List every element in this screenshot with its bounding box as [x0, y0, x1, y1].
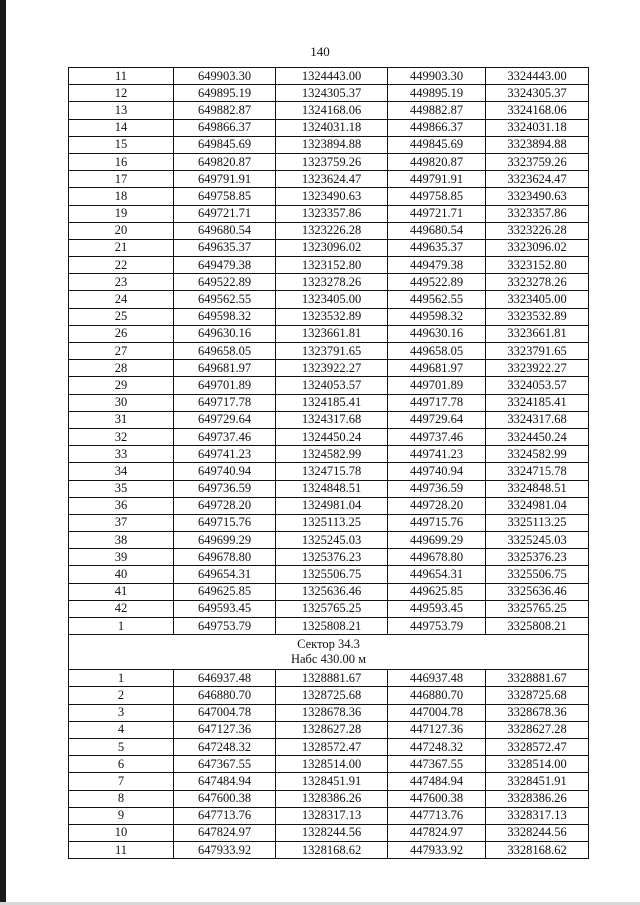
y-local-cell: 3323624.47 — [486, 171, 589, 188]
x-coord-cell: 649658.05 — [174, 343, 276, 360]
point-number-cell: 35 — [69, 480, 174, 497]
point-number-cell: 31 — [69, 411, 174, 428]
x-local-cell: 446880.70 — [388, 687, 486, 704]
point-number-cell: 32 — [69, 428, 174, 445]
table-row — [69, 583, 589, 600]
y-local-cell: 3324715.78 — [486, 463, 589, 480]
y-coord-cell: 1324185.41 — [276, 394, 388, 411]
y-coord-cell: 1324981.04 — [276, 497, 388, 514]
x-local-cell: 449715.76 — [388, 514, 486, 531]
x-local-cell: 447367.55 — [388, 756, 486, 773]
y-local-cell: 3323405.00 — [486, 291, 589, 308]
y-local-cell: 3325376.23 — [486, 549, 589, 566]
point-number-cell: 24 — [69, 291, 174, 308]
x-local-cell: 449903.30 — [388, 68, 486, 85]
page-number: 140 — [310, 44, 330, 59]
y-local-cell: 3323894.88 — [486, 136, 589, 153]
table-row — [69, 68, 589, 85]
y-local-cell: 3324305.37 — [486, 85, 589, 102]
y-local-cell: 3323759.26 — [486, 153, 589, 170]
x-local-cell: 446937.48 — [388, 670, 486, 687]
table-row — [69, 119, 589, 136]
x-coord-cell: 649717.78 — [174, 394, 276, 411]
x-coord-cell: 649715.76 — [174, 514, 276, 531]
y-local-cell: 3324031.18 — [486, 119, 589, 136]
y-local-cell: 3328678.36 — [486, 704, 589, 721]
x-local-cell: 449895.19 — [388, 85, 486, 102]
x-coord-cell: 649758.85 — [174, 188, 276, 205]
y-coord-cell: 1323759.26 — [276, 153, 388, 170]
y-coord-cell: 1323490.63 — [276, 188, 388, 205]
y-coord-cell: 1328244.56 — [276, 824, 388, 841]
y-coord-cell: 1324317.68 — [276, 411, 388, 428]
table-row — [69, 463, 589, 480]
point-number-cell: 37 — [69, 514, 174, 531]
point-number-cell: 8 — [69, 790, 174, 807]
y-local-cell: 3325808.21 — [486, 618, 589, 635]
x-coord-cell: 649625.85 — [174, 583, 276, 600]
point-number-cell: 16 — [69, 153, 174, 170]
point-number-cell: 41 — [69, 583, 174, 600]
x-local-cell: 449791.91 — [388, 171, 486, 188]
point-number-cell: 29 — [69, 377, 174, 394]
x-coord-cell: 646880.70 — [174, 687, 276, 704]
table-row — [69, 790, 589, 807]
table-row — [69, 274, 589, 291]
y-coord-cell: 1323661.81 — [276, 325, 388, 342]
x-coord-cell: 649845.69 — [174, 136, 276, 153]
x-local-cell: 449681.97 — [388, 360, 486, 377]
x-coord-cell: 647484.94 — [174, 773, 276, 790]
sector-title: Сектор 34.3 — [297, 637, 360, 652]
table-row — [69, 188, 589, 205]
y-local-cell: 3324582.99 — [486, 446, 589, 463]
point-number-cell: 6 — [69, 756, 174, 773]
table-row — [69, 239, 589, 256]
table-row — [69, 600, 589, 617]
x-coord-cell: 649903.30 — [174, 68, 276, 85]
x-local-cell: 449680.54 — [388, 222, 486, 239]
y-local-cell: 3328514.00 — [486, 756, 589, 773]
y-coord-cell: 1324450.24 — [276, 428, 388, 445]
x-local-cell: 449741.23 — [388, 446, 486, 463]
table-row — [69, 497, 589, 514]
x-coord-cell: 647600.38 — [174, 790, 276, 807]
y-local-cell: 3324185.41 — [486, 394, 589, 411]
table-row — [69, 222, 589, 239]
x-local-cell: 449699.29 — [388, 532, 486, 549]
table-row — [69, 824, 589, 841]
y-coord-cell: 1325245.03 — [276, 532, 388, 549]
x-coord-cell: 649866.37 — [174, 119, 276, 136]
x-coord-cell: 647004.78 — [174, 704, 276, 721]
y-coord-cell: 1323405.00 — [276, 291, 388, 308]
x-coord-cell: 649791.91 — [174, 171, 276, 188]
table-row — [69, 85, 589, 102]
y-coord-cell: 1324168.06 — [276, 102, 388, 119]
table-row — [69, 428, 589, 445]
y-local-cell: 3324981.04 — [486, 497, 589, 514]
sector-header-body — [69, 635, 589, 670]
table-row — [69, 738, 589, 755]
x-coord-cell: 647933.92 — [174, 842, 276, 859]
y-local-cell: 3323490.63 — [486, 188, 589, 205]
table-row — [69, 394, 589, 411]
y-coord-cell: 1328451.91 — [276, 773, 388, 790]
y-coord-cell: 1325376.23 — [276, 549, 388, 566]
point-number-cell: 1 — [69, 670, 174, 687]
table-row — [69, 670, 589, 687]
point-number-cell: 3 — [69, 704, 174, 721]
point-number-cell: 27 — [69, 343, 174, 360]
table-row — [69, 377, 589, 394]
y-coord-cell: 1324582.99 — [276, 446, 388, 463]
point-number-cell: 15 — [69, 136, 174, 153]
y-local-cell: 3325113.25 — [486, 514, 589, 531]
table-row — [69, 480, 589, 497]
point-number-cell: 34 — [69, 463, 174, 480]
x-coord-cell: 649721.71 — [174, 205, 276, 222]
y-local-cell: 3328386.26 — [486, 790, 589, 807]
y-coord-cell: 1323922.27 — [276, 360, 388, 377]
x-local-cell: 447127.36 — [388, 721, 486, 738]
x-coord-cell: 649882.87 — [174, 102, 276, 119]
point-number-cell: 22 — [69, 257, 174, 274]
x-local-cell: 449736.59 — [388, 480, 486, 497]
point-number-cell: 13 — [69, 102, 174, 119]
x-local-cell: 447248.32 — [388, 738, 486, 755]
x-coord-cell: 649678.80 — [174, 549, 276, 566]
point-number-cell: 21 — [69, 239, 174, 256]
point-number-cell: 40 — [69, 566, 174, 583]
table-row — [69, 343, 589, 360]
point-number-cell: 39 — [69, 549, 174, 566]
y-local-cell: 3324450.24 — [486, 428, 589, 445]
x-coord-cell: 649522.89 — [174, 274, 276, 291]
y-coord-cell: 1328168.62 — [276, 842, 388, 859]
point-number-cell: 33 — [69, 446, 174, 463]
y-coord-cell: 1324443.00 — [276, 68, 388, 85]
table-row — [69, 704, 589, 721]
x-local-cell: 449630.16 — [388, 325, 486, 342]
x-local-cell: 449820.87 — [388, 153, 486, 170]
x-local-cell: 447484.94 — [388, 773, 486, 790]
y-local-cell: 3325245.03 — [486, 532, 589, 549]
x-coord-cell: 649736.59 — [174, 480, 276, 497]
table-row — [69, 171, 589, 188]
x-local-cell: 449721.71 — [388, 205, 486, 222]
table-row — [69, 205, 589, 222]
point-number-cell: 38 — [69, 532, 174, 549]
y-coord-cell: 1328572.47 — [276, 738, 388, 755]
y-local-cell: 3328244.56 — [486, 824, 589, 841]
x-coord-cell: 649737.46 — [174, 428, 276, 445]
y-coord-cell: 1324715.78 — [276, 463, 388, 480]
x-local-cell: 449678.80 — [388, 549, 486, 566]
point-number-cell: 18 — [69, 188, 174, 205]
x-local-cell: 449654.31 — [388, 566, 486, 583]
x-coord-cell: 649681.97 — [174, 360, 276, 377]
point-number-cell: 23 — [69, 274, 174, 291]
coordinates-table — [68, 67, 589, 859]
table-body-part-a — [69, 68, 589, 635]
x-coord-cell: 649598.32 — [174, 308, 276, 325]
sector-header-row — [69, 635, 589, 670]
y-coord-cell: 1323624.47 — [276, 171, 388, 188]
point-number-cell: 20 — [69, 222, 174, 239]
x-coord-cell: 649680.54 — [174, 222, 276, 239]
y-local-cell: 3323357.86 — [486, 205, 589, 222]
table-row — [69, 360, 589, 377]
x-coord-cell: 647713.76 — [174, 807, 276, 824]
point-number-cell: 1 — [69, 618, 174, 635]
point-number-cell: 11 — [69, 842, 174, 859]
point-number-cell: 26 — [69, 325, 174, 342]
point-number-cell: 25 — [69, 308, 174, 325]
x-coord-cell: 647367.55 — [174, 756, 276, 773]
y-coord-cell: 1323278.26 — [276, 274, 388, 291]
y-coord-cell: 1323894.88 — [276, 136, 388, 153]
x-local-cell: 449882.87 — [388, 102, 486, 119]
table-row — [69, 807, 589, 824]
point-number-cell: 12 — [69, 85, 174, 102]
point-number-cell: 4 — [69, 721, 174, 738]
y-coord-cell: 1325765.25 — [276, 600, 388, 617]
y-coord-cell: 1324305.37 — [276, 85, 388, 102]
point-number-cell: 10 — [69, 824, 174, 841]
y-coord-cell: 1325808.21 — [276, 618, 388, 635]
x-coord-cell: 649635.37 — [174, 239, 276, 256]
y-coord-cell: 1328627.28 — [276, 721, 388, 738]
y-coord-cell: 1328725.68 — [276, 687, 388, 704]
x-coord-cell: 647248.32 — [174, 738, 276, 755]
x-local-cell: 449758.85 — [388, 188, 486, 205]
y-coord-cell: 1323791.65 — [276, 343, 388, 360]
x-local-cell: 449729.64 — [388, 411, 486, 428]
y-local-cell: 3325765.25 — [486, 600, 589, 617]
y-local-cell: 3325506.75 — [486, 566, 589, 583]
point-number-cell: 11 — [69, 68, 174, 85]
table-row — [69, 411, 589, 428]
x-local-cell: 447933.92 — [388, 842, 486, 859]
y-local-cell: 3323532.89 — [486, 308, 589, 325]
x-local-cell: 447004.78 — [388, 704, 486, 721]
y-local-cell: 3323791.65 — [486, 343, 589, 360]
coordinates-table-container — [68, 67, 588, 859]
x-local-cell: 449635.37 — [388, 239, 486, 256]
y-local-cell: 3328317.13 — [486, 807, 589, 824]
table-row — [69, 325, 589, 342]
x-local-cell: 449701.89 — [388, 377, 486, 394]
point-number-cell: 9 — [69, 807, 174, 824]
x-coord-cell: 649701.89 — [174, 377, 276, 394]
y-local-cell: 3323661.81 — [486, 325, 589, 342]
point-number-cell: 14 — [69, 119, 174, 136]
x-local-cell: 447600.38 — [388, 790, 486, 807]
x-coord-cell: 646937.48 — [174, 670, 276, 687]
table-row — [69, 532, 589, 549]
point-number-cell: 17 — [69, 171, 174, 188]
x-coord-cell: 649741.23 — [174, 446, 276, 463]
y-local-cell: 3328725.68 — [486, 687, 589, 704]
table-row — [69, 773, 589, 790]
x-local-cell: 449522.89 — [388, 274, 486, 291]
x-local-cell: 449479.38 — [388, 257, 486, 274]
table-row — [69, 136, 589, 153]
table-row — [69, 308, 589, 325]
y-coord-cell: 1323096.02 — [276, 239, 388, 256]
x-coord-cell: 649562.55 — [174, 291, 276, 308]
y-coord-cell: 1328317.13 — [276, 807, 388, 824]
table-row — [69, 446, 589, 463]
x-coord-cell: 647824.97 — [174, 824, 276, 841]
x-local-cell: 449845.69 — [388, 136, 486, 153]
point-number-cell: 36 — [69, 497, 174, 514]
y-coord-cell: 1328514.00 — [276, 756, 388, 773]
table-row — [69, 842, 589, 859]
y-coord-cell: 1324053.57 — [276, 377, 388, 394]
x-local-cell: 449753.79 — [388, 618, 486, 635]
x-local-cell: 449562.55 — [388, 291, 486, 308]
table-row — [69, 102, 589, 119]
y-local-cell: 3328168.62 — [486, 842, 589, 859]
y-coord-cell: 1328678.36 — [276, 704, 388, 721]
point-number-cell: 28 — [69, 360, 174, 377]
x-coord-cell: 649753.79 — [174, 618, 276, 635]
page-edge-left — [0, 0, 6, 905]
point-number-cell: 30 — [69, 394, 174, 411]
x-local-cell: 449740.94 — [388, 463, 486, 480]
x-local-cell: 449598.32 — [388, 308, 486, 325]
y-local-cell: 3324848.51 — [486, 480, 589, 497]
table-row — [69, 618, 589, 635]
x-local-cell: 449625.85 — [388, 583, 486, 600]
y-local-cell: 3328451.91 — [486, 773, 589, 790]
y-coord-cell: 1325506.75 — [276, 566, 388, 583]
table-row — [69, 257, 589, 274]
point-number-cell: 5 — [69, 738, 174, 755]
point-number-cell: 7 — [69, 773, 174, 790]
x-coord-cell: 649479.38 — [174, 257, 276, 274]
y-coord-cell: 1325113.25 — [276, 514, 388, 531]
y-coord-cell: 1324848.51 — [276, 480, 388, 497]
table-body-part-b — [69, 670, 589, 859]
y-local-cell: 3328627.28 — [486, 721, 589, 738]
y-local-cell: 3323922.27 — [486, 360, 589, 377]
y-coord-cell: 1328881.67 — [276, 670, 388, 687]
sector-header-cell — [69, 635, 589, 670]
y-coord-cell: 1323226.28 — [276, 222, 388, 239]
y-local-cell: 3324317.68 — [486, 411, 589, 428]
x-local-cell: 447824.97 — [388, 824, 486, 841]
y-local-cell: 3324053.57 — [486, 377, 589, 394]
x-coord-cell: 647127.36 — [174, 721, 276, 738]
x-coord-cell: 649699.29 — [174, 532, 276, 549]
table-row — [69, 687, 589, 704]
x-coord-cell: 649593.45 — [174, 600, 276, 617]
y-local-cell: 3324443.00 — [486, 68, 589, 85]
point-number-cell: 2 — [69, 687, 174, 704]
y-local-cell: 3325636.46 — [486, 583, 589, 600]
x-coord-cell: 649630.16 — [174, 325, 276, 342]
y-local-cell: 3328572.47 — [486, 738, 589, 755]
y-local-cell: 3323096.02 — [486, 239, 589, 256]
x-coord-cell: 649728.20 — [174, 497, 276, 514]
point-number-cell: 42 — [69, 600, 174, 617]
table-row — [69, 291, 589, 308]
table-row — [69, 566, 589, 583]
x-local-cell: 449866.37 — [388, 119, 486, 136]
x-local-cell: 447713.76 — [388, 807, 486, 824]
x-local-cell: 449593.45 — [388, 600, 486, 617]
table-row — [69, 756, 589, 773]
table-row — [69, 514, 589, 531]
x-coord-cell: 649729.64 — [174, 411, 276, 428]
y-local-cell: 3323226.28 — [486, 222, 589, 239]
table-row — [69, 549, 589, 566]
y-coord-cell: 1325636.46 — [276, 583, 388, 600]
x-local-cell: 449737.46 — [388, 428, 486, 445]
y-local-cell: 3323152.80 — [486, 257, 589, 274]
table-row — [69, 153, 589, 170]
x-coord-cell: 649895.19 — [174, 85, 276, 102]
x-coord-cell: 649740.94 — [174, 463, 276, 480]
y-coord-cell: 1323152.80 — [276, 257, 388, 274]
x-local-cell: 449658.05 — [388, 343, 486, 360]
x-coord-cell: 649820.87 — [174, 153, 276, 170]
x-coord-cell: 649654.31 — [174, 566, 276, 583]
point-number-cell: 19 — [69, 205, 174, 222]
y-coord-cell: 1328386.26 — [276, 790, 388, 807]
y-coord-cell: 1324031.18 — [276, 119, 388, 136]
y-coord-cell: 1323532.89 — [276, 308, 388, 325]
x-local-cell: 449717.78 — [388, 394, 486, 411]
y-local-cell: 3324168.06 — [486, 102, 589, 119]
y-local-cell: 3323278.26 — [486, 274, 589, 291]
y-coord-cell: 1323357.86 — [276, 205, 388, 222]
sector-height: Набс 430.00 м — [290, 652, 367, 667]
x-local-cell: 449728.20 — [388, 497, 486, 514]
table-row — [69, 721, 589, 738]
y-local-cell: 3328881.67 — [486, 670, 589, 687]
